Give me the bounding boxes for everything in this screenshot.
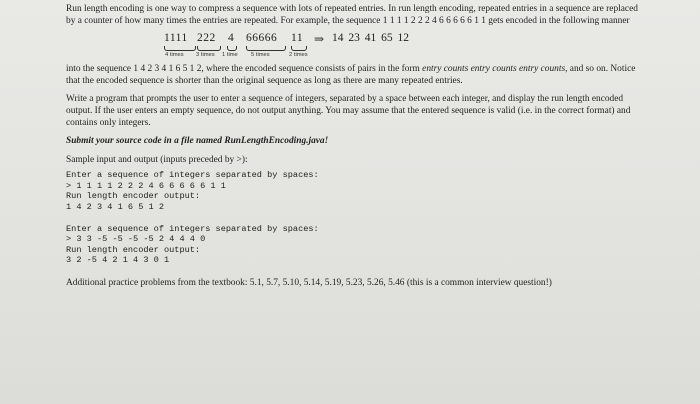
label-4: 5 times: [251, 52, 270, 59]
group-1: 1111: [164, 32, 188, 45]
sample-heading: Sample input and output (inputs preceded by >):: [66, 154, 248, 165]
intro-paragraph: Run length encoding is one way to compress a sequence with lots of repeated entries. In run length encoding, repeated entries in a sequence are replaced by a counter of how many times the entries are repeated. For example, the sequence 1 1 1 1 2 2 2 4 6 6 6 6 6 1 1 gets encoded in the following manner: [66, 4, 638, 26]
sample-example-1: [66, 170, 648, 212]
explain-part1: into the sequence 1 4 2 3 4 1 6 5 1 2, where the encoded sequence consists of pairs in the form: [66, 64, 423, 75]
example2-prompt: Enter a sequence of integers separated by spaces:: [66, 223, 319, 234]
arrow-icon: ⇒: [314, 32, 325, 47]
label-5: 2 times: [289, 52, 308, 59]
example1-output: 1 4 2 3 4 1 6 5 1 2: [66, 201, 164, 212]
submit-instruction: Submit your source code in a file named RunLengthEncoding.java!: [66, 136, 329, 147]
example2-output-label: Run length encoder output:: [66, 244, 201, 255]
example1-prompt: Enter a sequence of integers separated by spaces:: [66, 170, 319, 181]
additional-problems: Additional practice problems from the textbook: 5.1, 5.7, 5.10, 5.14, 5.19, 5.23, 5.26, 5.46 (this is a common interview question!): [66, 277, 552, 288]
encoding-diagram: [66, 30, 648, 64]
brace-5: [291, 46, 307, 51]
task-paragraph: Write a program that prompts the user to enter a sequence of integers, separated by a space between each integer, and display the run length encoded output. If the user enters an empty sequence, do not output anything. You may assume that the entered sequence is valid (i.e. in the correct format) and contains only integers.: [66, 94, 631, 128]
brace-4: [246, 46, 286, 51]
label-3: 1 time: [222, 52, 238, 59]
group-3: 4: [228, 32, 235, 45]
example2-output: 3 2 -5 4 2 1 4 3 0 1: [66, 255, 170, 266]
group-4: 66666: [246, 32, 278, 45]
example1-output-label: Run length encoder output:: [66, 191, 201, 202]
label-1: 4 times: [165, 52, 184, 59]
group-5: 11: [291, 32, 304, 45]
encoded-sequence: 14 23 41 65 12: [332, 32, 409, 45]
explain-italic: entry counts entry counts entry counts,: [422, 64, 568, 75]
brace-2: [197, 46, 221, 51]
sample-example-2: [66, 224, 648, 266]
brace-3: [227, 46, 237, 51]
example2-input: > 3 3 -5 -5 -5 -5 2 4 4 4 0: [66, 234, 206, 245]
group-2: 222: [197, 32, 216, 45]
explain-paragraph: [66, 64, 648, 87]
explain-part2: and so on. Notice that the encoded sequence is shorter than the original sequence as long as there are many repeated entries.: [66, 64, 636, 86]
label-2: 3 times: [196, 52, 215, 59]
brace-1: [164, 46, 196, 51]
example1-input: > 1 1 1 1 2 2 2 4 6 6 6 6 6 1 1: [66, 180, 226, 191]
